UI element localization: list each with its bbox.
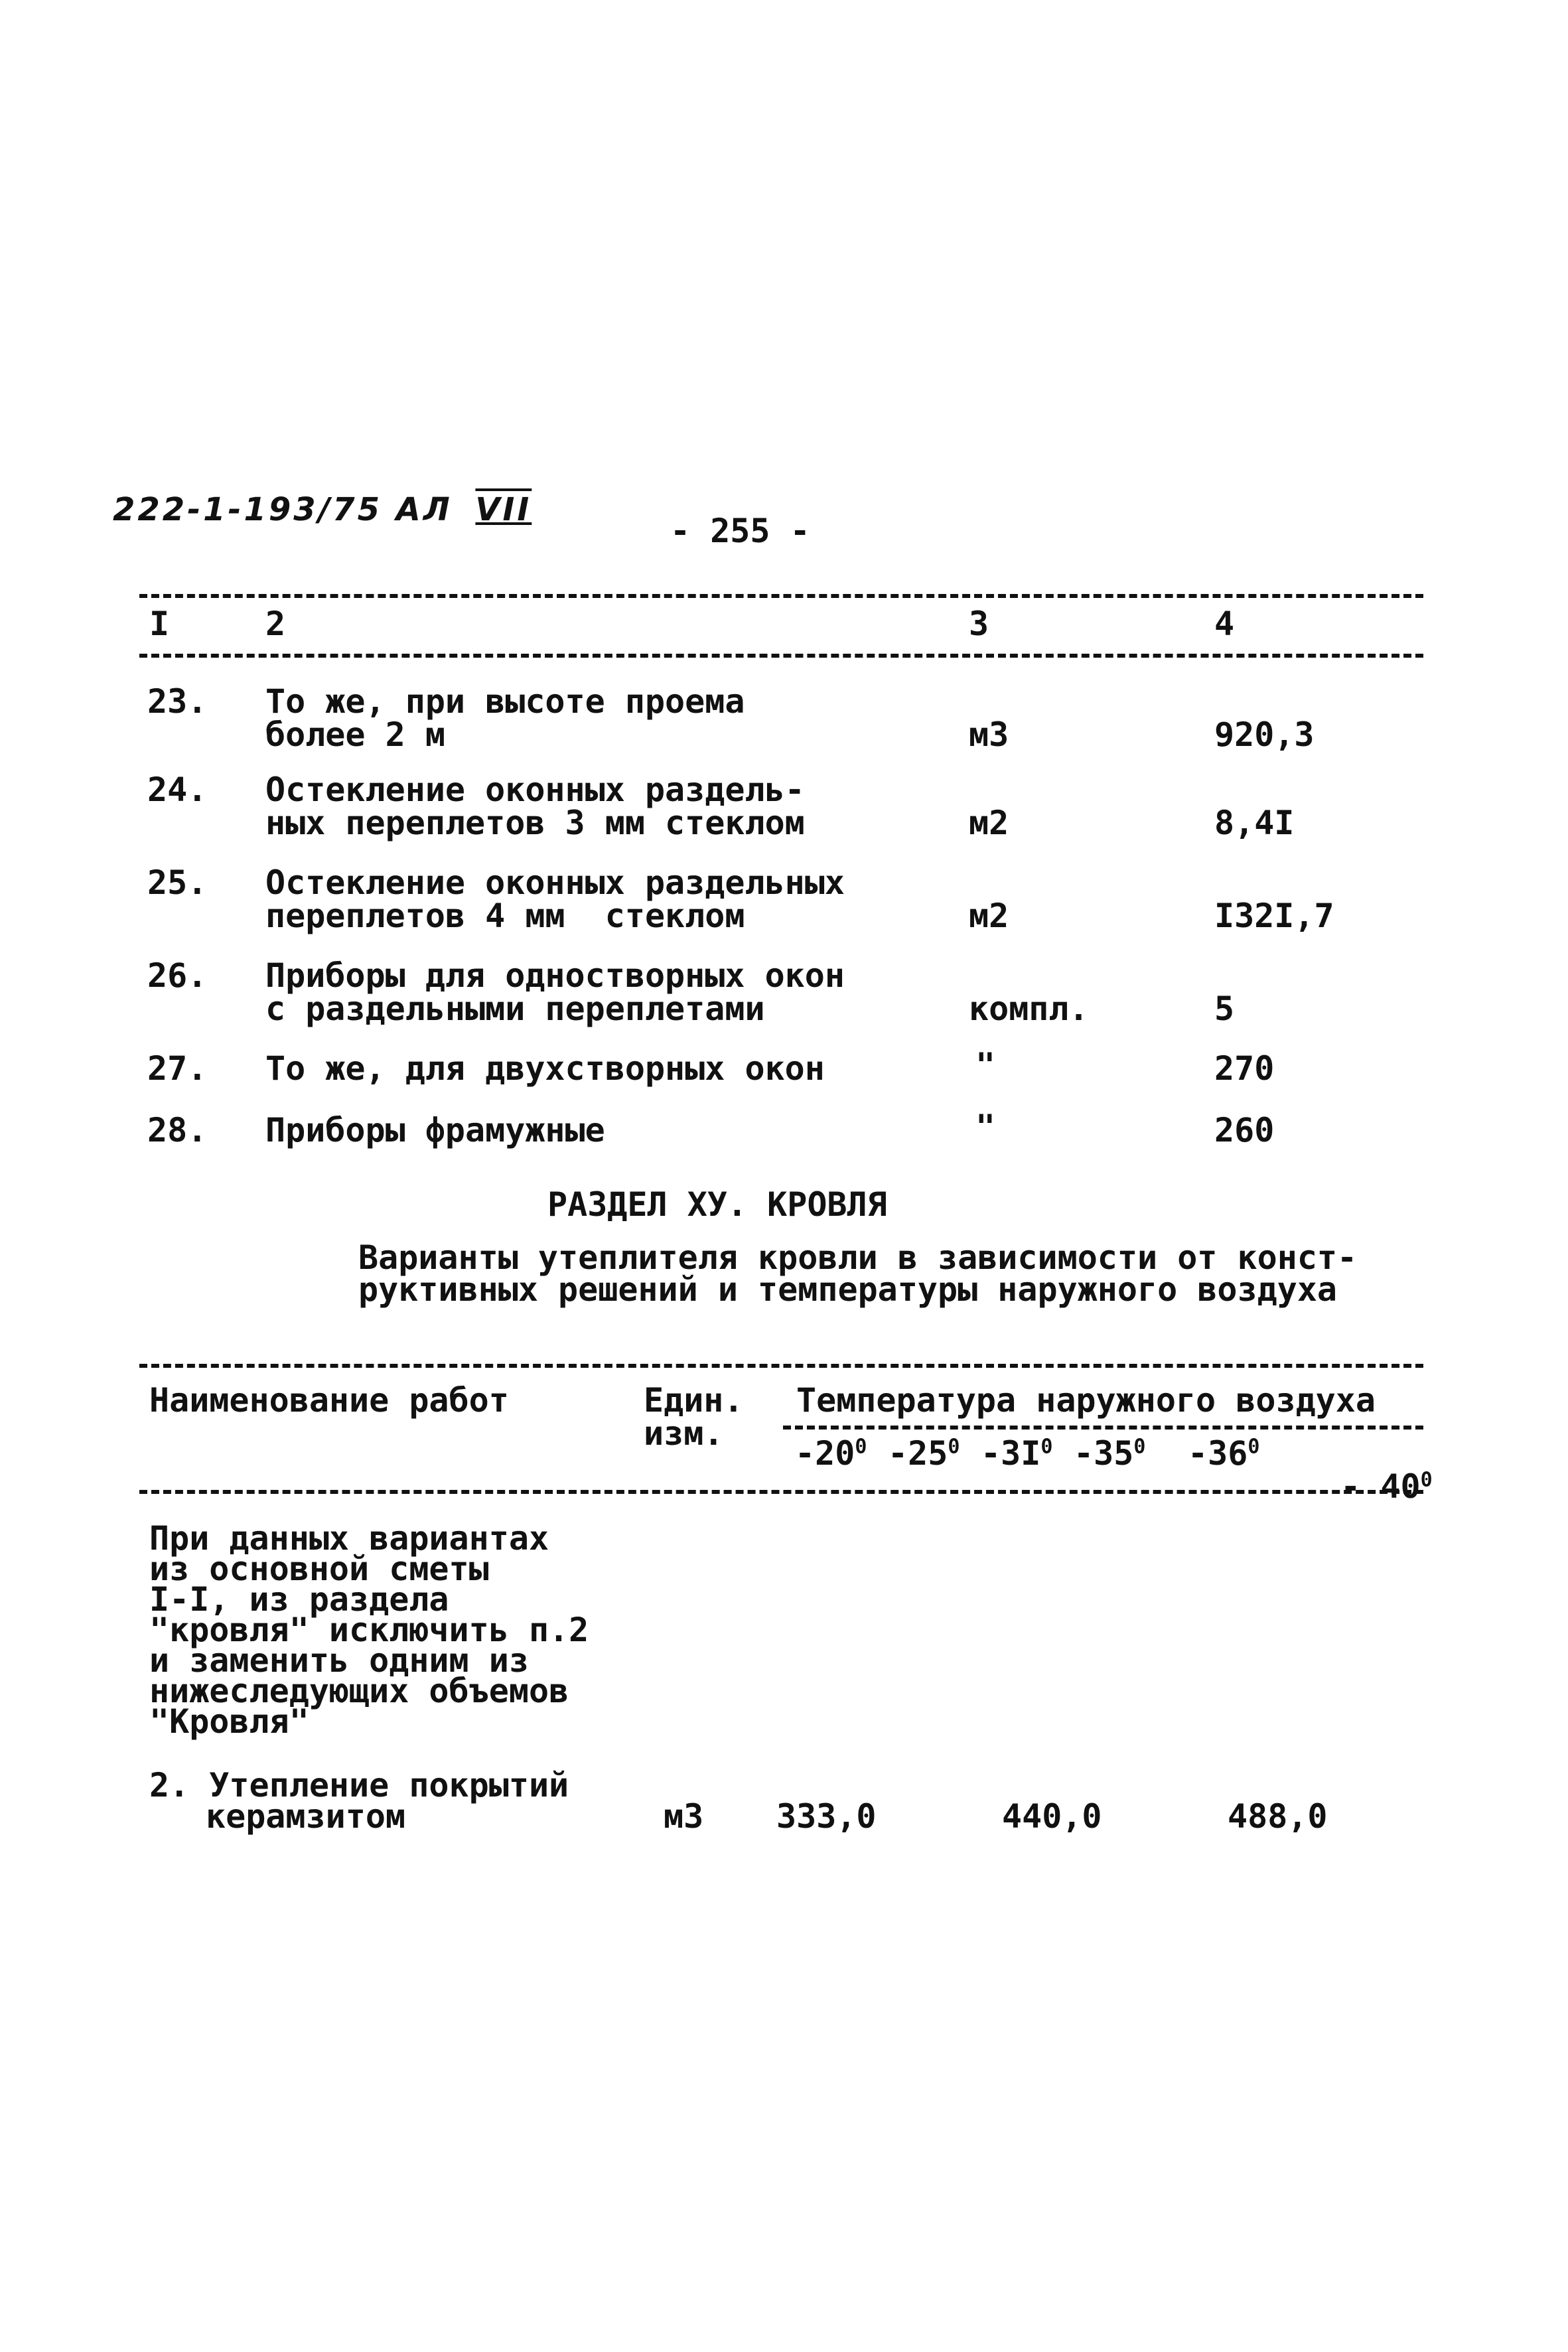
item-description-line1: 2. Утепление покрытий: [149, 1766, 569, 1804]
row-unit: ": [975, 1108, 996, 1146]
degree-mark: 0: [1247, 1435, 1260, 1459]
row-value: I32I,7: [1214, 897, 1334, 935]
row-number: 25.: [147, 863, 208, 902]
page-number: - 255 -: [670, 512, 810, 550]
row-description-line2: более 2 м: [265, 715, 445, 754]
item-value: 440,0: [1002, 1797, 1102, 1836]
degree-mark: 0: [948, 1435, 960, 1459]
row-value: 270: [1214, 1049, 1275, 1088]
table2-col-temp-header: Температура наружного воздуха: [796, 1381, 1376, 1420]
table2-temp-subrule: [783, 1426, 1423, 1430]
temp-value: -36: [1188, 1434, 1248, 1473]
table2-col-unit-header-line1: Един.: [644, 1381, 744, 1420]
note-line: из основной сметы: [149, 1550, 489, 1588]
item-unit: м3: [664, 1797, 704, 1836]
row-number: 27.: [147, 1049, 208, 1088]
item-description-line2: керамзитом: [206, 1797, 406, 1836]
note-line: и заменить одним из: [149, 1641, 529, 1680]
row-description-line1: То же, для двухстворных окон: [265, 1049, 825, 1088]
row-unit: м2: [969, 804, 1009, 842]
note-line: "кровля" исключить п.2: [149, 1611, 589, 1649]
row-unit: м3: [969, 715, 1009, 754]
table2-top-rule: [139, 1364, 1423, 1368]
row-description-line1: Остекление оконных раздель-: [265, 771, 805, 809]
note-line: "Кровля": [149, 1702, 309, 1741]
temp-column-header: [1074, 1434, 1146, 1473]
row-unit: ": [975, 1046, 996, 1084]
section-title: РАЗДЕЛ ХУ. КРОВЛЯ: [547, 1185, 887, 1224]
document-code-text: 222-1-193/75 АЛ: [113, 491, 453, 528]
note-line: При данных вариантах: [149, 1519, 549, 1558]
row-description-line1: Приборы для одностворных окон: [265, 956, 845, 995]
temp-column-header: [1188, 1434, 1260, 1473]
row-description-line2: ных переплетов 3 мм стеклом: [265, 804, 805, 842]
table1-col-2-header: 2: [265, 605, 286, 643]
degree-mark: 0: [1133, 1435, 1146, 1459]
document-code-suffix: VII: [475, 491, 532, 528]
temp-column-header: [795, 1434, 867, 1473]
table2-header-rule: [139, 1490, 1423, 1494]
table1-col-1-header: I: [149, 605, 170, 643]
row-number: 26.: [147, 956, 208, 995]
row-value: 920,3: [1214, 715, 1315, 754]
degree-mark: 0: [855, 1435, 867, 1459]
row-description-line1: То же, при высоте проема: [265, 682, 745, 721]
temp-value: -25: [888, 1434, 948, 1473]
row-number: 24.: [147, 771, 208, 809]
degree-mark: 0: [1040, 1435, 1053, 1459]
table1-top-rule: [139, 594, 1423, 598]
table2-col-unit-header-line2: изм.: [644, 1414, 724, 1453]
temp-value: -20: [795, 1434, 855, 1473]
row-number: 23.: [147, 682, 208, 721]
table1-header-rule: [139, 654, 1423, 658]
document-code: [113, 491, 532, 528]
row-value: 5: [1214, 990, 1235, 1028]
note-line: I-I, из раздела: [149, 1580, 449, 1619]
row-description-line1: Приборы фрамужные: [265, 1111, 605, 1149]
temp-value: - 40: [1340, 1467, 1421, 1506]
row-unit: компл.: [969, 990, 1089, 1028]
section-subtitle-line2: руктивных решений и температуры наружного воздуха: [358, 1270, 1338, 1309]
temp-value: -3I: [981, 1434, 1041, 1473]
item-value: 333,0: [776, 1797, 877, 1836]
row-description-line2: с раздельными переплетами: [265, 990, 765, 1028]
temp-column-header: [981, 1434, 1053, 1473]
row-number: 28.: [147, 1111, 208, 1149]
row-value: 8,4I: [1214, 804, 1295, 842]
degree-mark: 0: [1420, 1468, 1433, 1492]
note-line: нижеследующих объемов: [149, 1672, 569, 1710]
row-description-line1: Остекление оконных раздельных: [265, 863, 845, 902]
section-subtitle-line1: Варианты утеплителя кровли в зависимости от конст-: [358, 1238, 1358, 1277]
temp-column-header: [888, 1434, 960, 1473]
row-value: 260: [1214, 1111, 1275, 1149]
table2-col-name-header: Наименование работ: [149, 1381, 509, 1420]
row-description-line2: переплетов 4 мм стеклом: [265, 897, 745, 935]
temp-value: -35: [1074, 1434, 1134, 1473]
row-unit: м2: [969, 897, 1009, 935]
table1-col-3-header: 3: [969, 605, 989, 643]
item-value: 488,0: [1228, 1797, 1328, 1836]
table1-col-4-header: 4: [1214, 605, 1235, 643]
